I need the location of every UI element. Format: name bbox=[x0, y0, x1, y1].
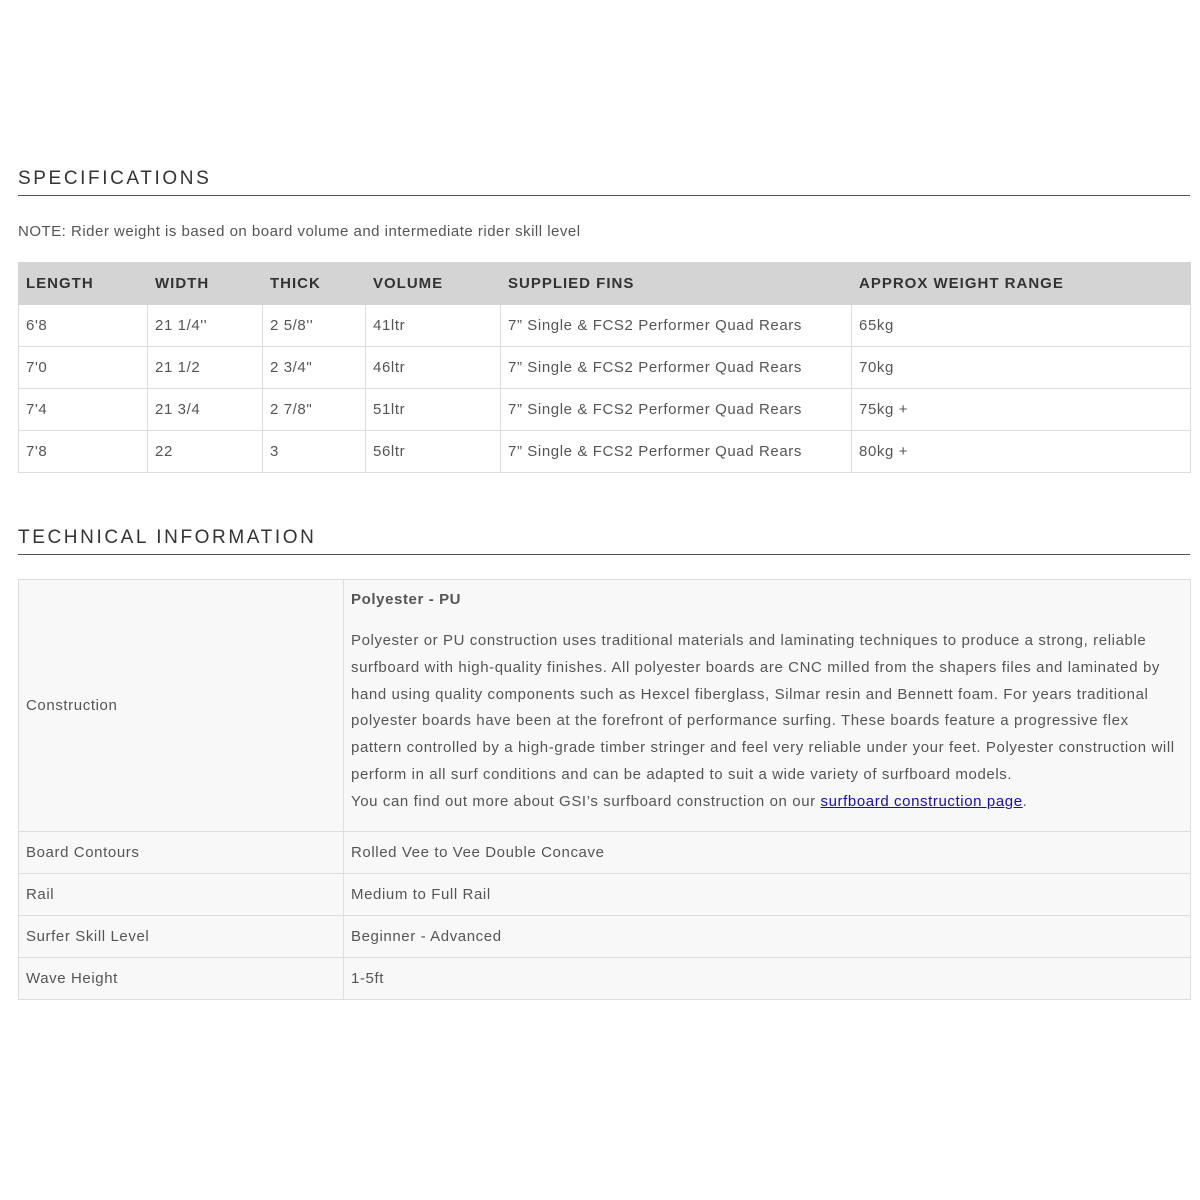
table-row bbox=[19, 305, 1191, 347]
cell-width: 21 3/4 bbox=[148, 389, 263, 431]
cell-volume: 51ltr bbox=[366, 389, 501, 431]
construction-more-prefix: You can find out more about GSI’s surfboard construction on our bbox=[351, 792, 821, 810]
header-thick: THICK bbox=[263, 263, 366, 305]
construction-paragraph: Polyester or PU construction uses traditional materials and laminating techniques to produce a strong, reliable surfboard with high-quality finishes. All polyester boards are CNC milled from the shapers files and laminated by hand using quality components such as Hexcel fiberglass, Silmar resin and Bennett foam. For years traditional polyester boards have been at the forefront of performance surfing. These boards feature a progressive flex pattern controlled by a high-grade timber stringer and feel very reliable under your feet. Polyester construction will perform in all surf conditions and can be adapted to suit a wide variety of surfboard models. bbox=[351, 632, 1175, 783]
header-supplied-fins: SUPPLIED FINS bbox=[501, 263, 852, 305]
cell-fins: 7” Single & FCS2 Performer Quad Rears bbox=[501, 347, 852, 389]
specifications-table bbox=[18, 262, 1191, 473]
cell-fins: 7” Single & FCS2 Performer Quad Rears bbox=[501, 305, 852, 347]
wave-height-label: Wave Height bbox=[19, 957, 344, 999]
surfboard-construction-link[interactable]: surfboard construction page bbox=[820, 792, 1023, 810]
technical-information-table bbox=[18, 579, 1191, 1000]
header-length: LENGTH bbox=[19, 263, 148, 305]
table-row bbox=[19, 957, 1191, 999]
construction-description bbox=[351, 628, 1183, 816]
cell-thick: 2 5/8'' bbox=[263, 305, 366, 347]
rider-weight-note: NOTE: Rider weight is based on board volume and intermediate rider skill level bbox=[18, 223, 581, 240]
cell-length: 6'8 bbox=[19, 305, 148, 347]
construction-more-suffix: . bbox=[1022, 792, 1028, 810]
table-row-construction bbox=[19, 580, 1191, 832]
cell-volume: 56ltr bbox=[366, 431, 501, 473]
cell-length: 7'8 bbox=[19, 431, 148, 473]
board-contours-value: Rolled Vee to Vee Double Concave bbox=[344, 831, 1191, 873]
cell-weight: 70kg bbox=[852, 347, 1191, 389]
cell-weight: 75kg + bbox=[852, 389, 1191, 431]
header-weight-range: APPROX WEIGHT RANGE bbox=[852, 263, 1191, 305]
construction-label: Construction bbox=[19, 580, 344, 832]
rail-value: Medium to Full Rail bbox=[344, 873, 1191, 915]
technical-information-title: TECHNICAL INFORMATION bbox=[18, 527, 1190, 555]
cell-width: 22 bbox=[148, 431, 263, 473]
table-row bbox=[19, 431, 1191, 473]
cell-length: 7'4 bbox=[19, 389, 148, 431]
surfer-skill-level-value: Beginner - Advanced bbox=[344, 915, 1191, 957]
header-volume: VOLUME bbox=[366, 263, 501, 305]
specifications-title: SPECIFICATIONS bbox=[18, 168, 1190, 196]
wave-height-value: 1-5ft bbox=[344, 957, 1191, 999]
rail-label: Rail bbox=[19, 873, 344, 915]
specifications-header-row bbox=[19, 263, 1191, 305]
table-row bbox=[19, 831, 1191, 873]
cell-thick: 2 7/8" bbox=[263, 389, 366, 431]
table-row bbox=[19, 389, 1191, 431]
cell-fins: 7” Single & FCS2 Performer Quad Rears bbox=[501, 389, 852, 431]
cell-thick: 2 3/4" bbox=[263, 347, 366, 389]
table-row bbox=[19, 915, 1191, 957]
cell-width: 21 1/4'' bbox=[148, 305, 263, 347]
board-contours-label: Board Contours bbox=[19, 831, 344, 873]
surfer-skill-level-label: Surfer Skill Level bbox=[19, 915, 344, 957]
cell-weight: 65kg bbox=[852, 305, 1191, 347]
header-width: WIDTH bbox=[148, 263, 263, 305]
cell-length: 7'0 bbox=[19, 347, 148, 389]
cell-volume: 46ltr bbox=[366, 347, 501, 389]
cell-volume: 41ltr bbox=[366, 305, 501, 347]
cell-width: 21 1/2 bbox=[148, 347, 263, 389]
cell-thick: 3 bbox=[263, 431, 366, 473]
cell-weight: 80kg + bbox=[852, 431, 1191, 473]
construction-heading: Polyester - PU bbox=[351, 591, 462, 608]
table-row bbox=[19, 873, 1191, 915]
cell-fins: 7” Single & FCS2 Performer Quad Rears bbox=[501, 431, 852, 473]
table-row bbox=[19, 347, 1191, 389]
construction-value bbox=[344, 580, 1191, 832]
